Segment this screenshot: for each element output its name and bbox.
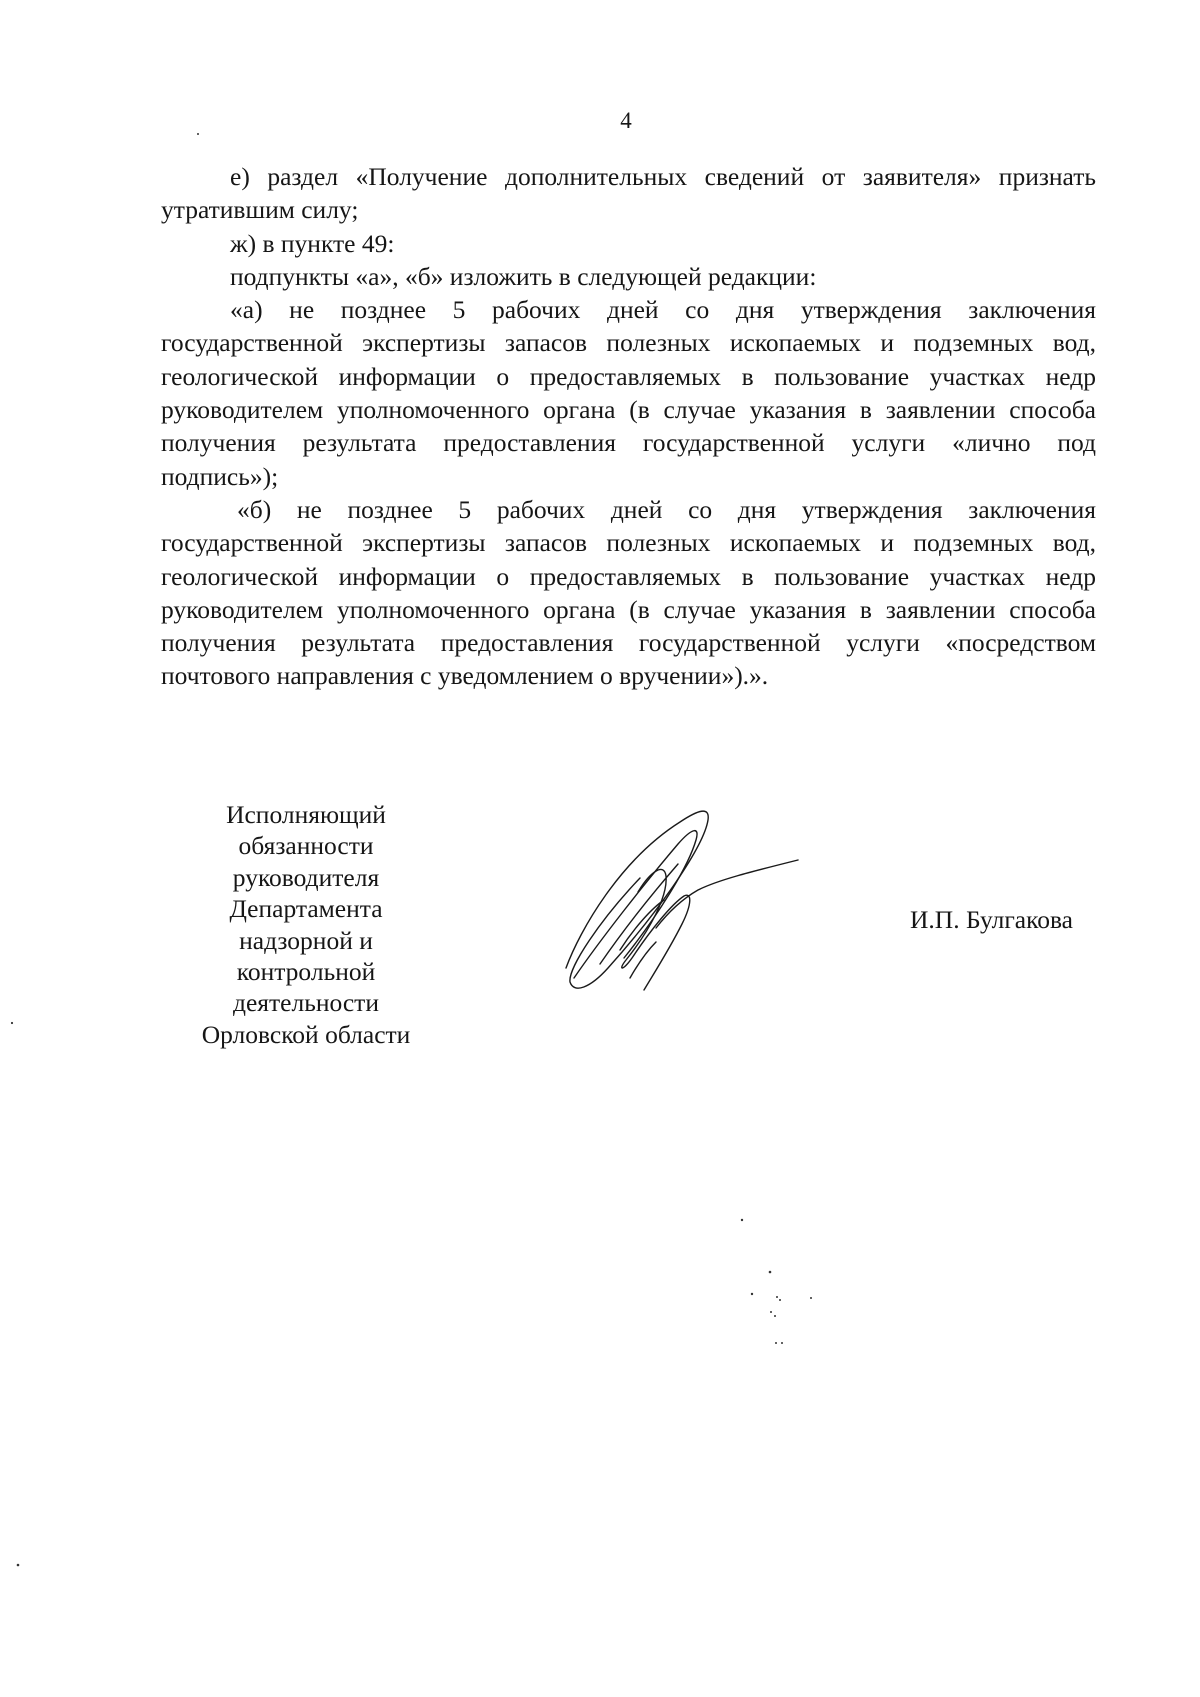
signer-position-line: надзорной и (239, 925, 373, 955)
signer-position (172, 799, 440, 1050)
paragraph-zh: ж) в пункте 49: (230, 228, 395, 258)
document-body (161, 160, 1096, 693)
signer-position-line: Департамента (229, 894, 383, 924)
signer-position-line: контрольной (236, 957, 376, 987)
signer-name: И.П. Булгакова (910, 905, 1073, 934)
paragraph-subpoints-intro: подпункты «а», «б» изложить в следующей редакции: (230, 261, 817, 291)
page-number: 4 (620, 108, 632, 133)
signer-position-line: Исполняющий (226, 800, 386, 829)
signer-position-line: обязанности (238, 831, 374, 861)
paragraph-subpoint-a: «а) не позднее 5 рабочих дней со дня утверждения заключения государственной экспертизы запасов полезных ископаемых и подземных вод, геологической информации о предоставляемых в пользование участках недр руководителем уполномоченного органа (в случае указания в заявлении способа получения результата предоставления государственной услуги «лично под подпись»); (161, 295, 1096, 491)
handwritten-signature (560, 800, 800, 1000)
paragraph-e: е) раздел «Получение дополнительных сведений от заявителя» признать утратившим силу; (161, 162, 1096, 225)
signer-position-line: руководителя (232, 862, 380, 892)
signer-position-line: Орловской области (201, 1019, 411, 1049)
signer-position-line: деятельности (233, 988, 379, 1018)
paragraph-subpoint-b: «б) не позднее 5 рабочих дней со дня утверждения заключения государственной экспертизы запасов полезных ископаемых и подземных вод, геологической информации о предоставляемых в пользование участках недр руководителем уполномоченного органа (в случае указания в заявлении способа получения результата предоставления государственной услуги «посредством почтового направления с уведомлением о вручении»).». (161, 494, 1096, 691)
